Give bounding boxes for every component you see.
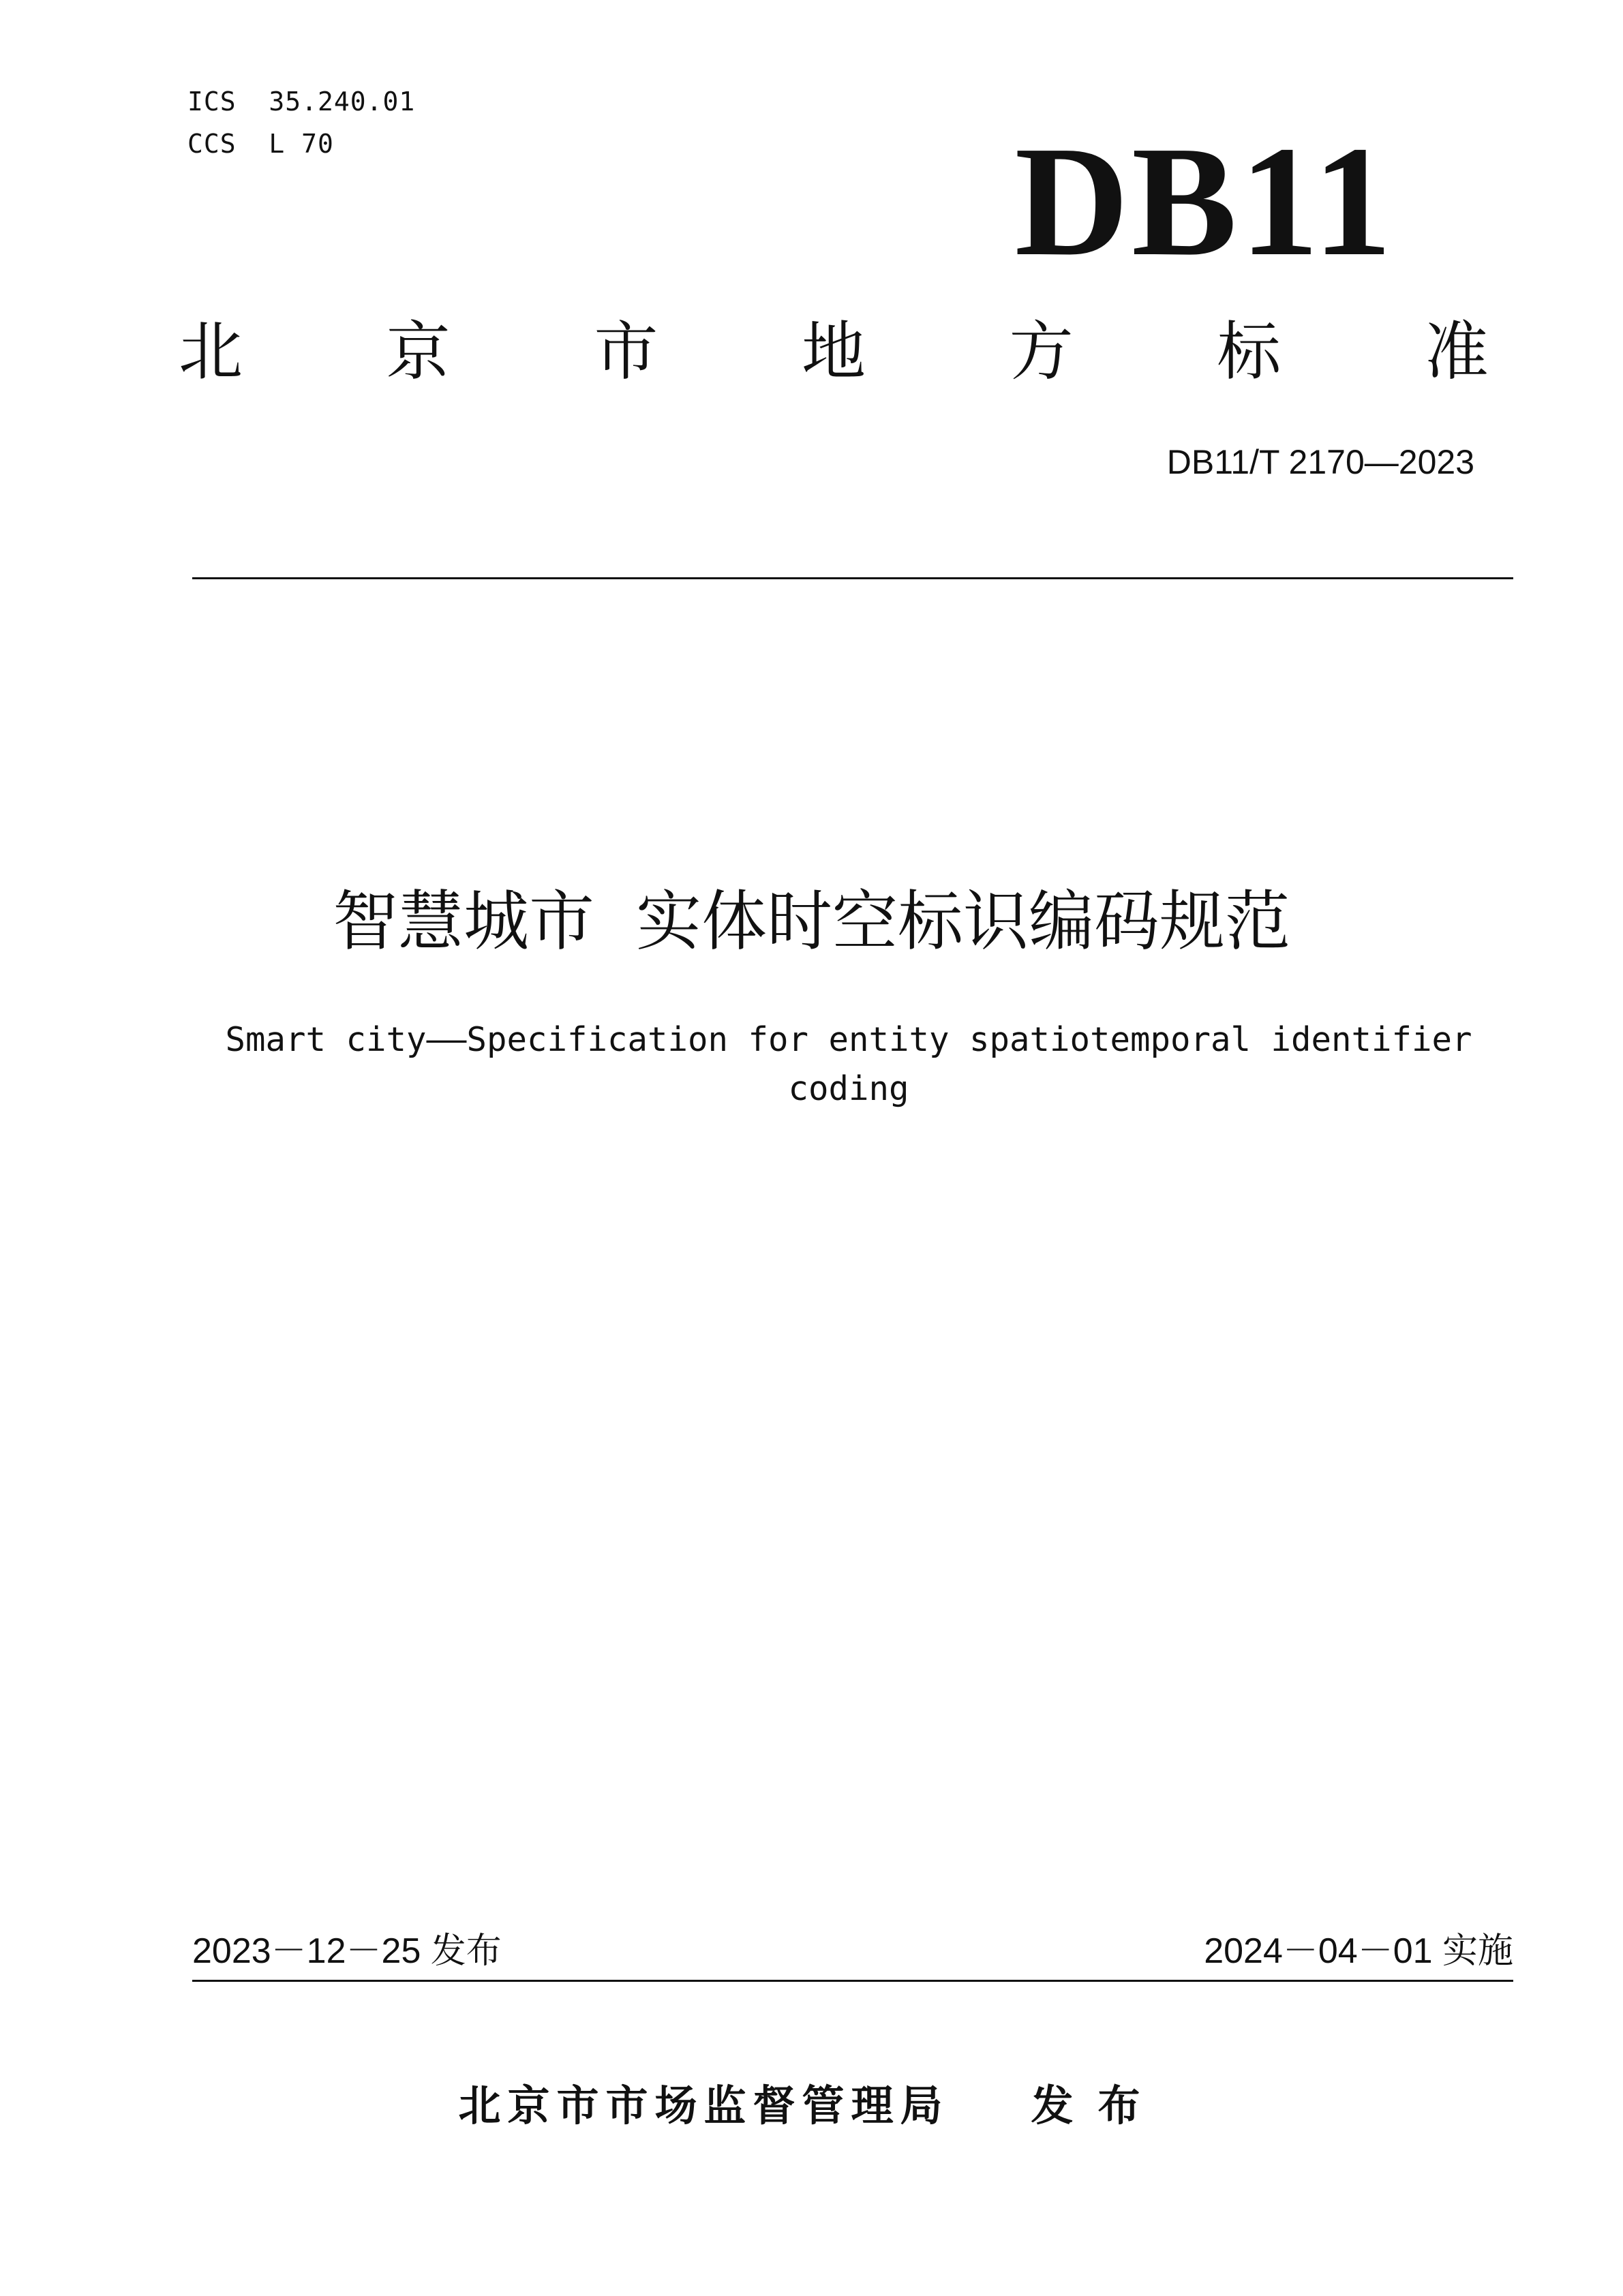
ccs-code: CCS L 70 xyxy=(187,129,334,159)
date-row xyxy=(192,1929,1513,1974)
issuer-action: 发布 xyxy=(1031,2081,1165,2130)
standard-type-char: 北 xyxy=(179,315,243,389)
standard-type-char: 准 xyxy=(1424,315,1489,389)
standard-type-char: 地 xyxy=(801,315,866,389)
bottom-divider xyxy=(192,1980,1513,1982)
implement-date: 2024－04－01 实施 xyxy=(1204,1931,1513,1971)
standard-type-heading xyxy=(179,315,1489,390)
title-chinese: 智慧城市 实体时空标识编码规范 xyxy=(332,883,1291,960)
issuer-line xyxy=(0,2079,1623,2133)
ics-code: ICS 35.240.01 xyxy=(187,87,416,117)
standard-type-char: 市 xyxy=(594,315,658,389)
publish-date: 2023－12－25 发布 xyxy=(192,1931,502,1971)
standard-number: DB11/T 2170—2023 xyxy=(1166,443,1474,481)
issuer-org: 北京市市场监督管理局 xyxy=(458,2081,950,2130)
top-divider xyxy=(192,577,1513,579)
db11-logo: DB11 xyxy=(1014,114,1395,289)
classification-codes xyxy=(187,80,415,165)
standard-type-char: 标 xyxy=(1217,315,1281,389)
title-english: Smart city——Specification for entity spatiotemporal identifier coding xyxy=(225,1020,1472,1108)
standard-type-char: 京 xyxy=(386,315,451,389)
standard-type-char: 方 xyxy=(1009,315,1074,389)
